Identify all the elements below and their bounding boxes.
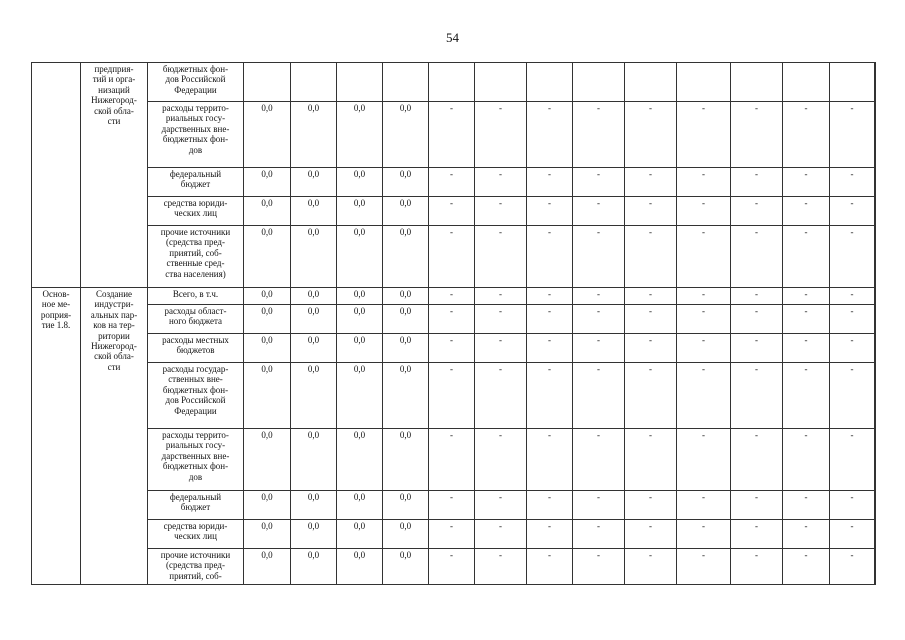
- value-cell: 0,0: [337, 363, 383, 429]
- value-cell: -: [527, 429, 573, 491]
- value-cell: -: [677, 226, 731, 288]
- value-cell: -: [830, 491, 875, 520]
- value-cell: -: [783, 429, 830, 491]
- table-row: [32, 334, 876, 363]
- value-cell: [875, 491, 876, 520]
- page-number: 54: [446, 30, 459, 45]
- value-cell: -: [783, 168, 830, 197]
- value-cell: -: [573, 102, 625, 168]
- funding-source-cell: прочие источники (средства пред- приятий, соб- ственные сред- ства населения): [148, 226, 244, 288]
- value-cell: [677, 63, 731, 102]
- value-cell: -: [527, 226, 573, 288]
- value-cell: 0,0: [383, 334, 429, 363]
- value-cell: -: [429, 305, 475, 334]
- value-cell: -: [731, 520, 783, 549]
- value-cell: 0,0: [337, 334, 383, 363]
- value-cell: -: [429, 429, 475, 491]
- value-cell: -: [475, 226, 527, 288]
- funding-source-cell: расходы государ- ственных вне- бюджетных фон- дов Российской Федерации: [148, 363, 244, 429]
- value-cell: 0,0: [383, 520, 429, 549]
- funding-source-cell: прочие источники (средства пред- приятий, соб-: [148, 549, 244, 585]
- value-cell: [731, 63, 783, 102]
- value-cell: -: [830, 305, 875, 334]
- funding-source-cell: расходы местных бюджетов: [148, 334, 244, 363]
- value-cell: 0,0: [337, 168, 383, 197]
- measure-name-cell: предприя- тий и орга- низаций Нижегород- ской обла- сти: [81, 63, 148, 288]
- value-cell: 0,0: [291, 226, 337, 288]
- value-cell: [875, 305, 876, 334]
- value-cell: -: [830, 226, 875, 288]
- value-cell: -: [429, 226, 475, 288]
- value-cell: -: [573, 363, 625, 429]
- value-cell: [475, 63, 527, 102]
- value-cell: 0,0: [337, 288, 383, 305]
- value-cell: 0,0: [291, 102, 337, 168]
- value-cell: -: [677, 520, 731, 549]
- value-cell: -: [783, 288, 830, 305]
- table-row: [32, 549, 876, 585]
- value-cell: 0,0: [383, 102, 429, 168]
- value-cell: 0,0: [291, 168, 337, 197]
- value-cell: 0,0: [244, 168, 291, 197]
- value-cell: -: [573, 429, 625, 491]
- value-cell: -: [677, 429, 731, 491]
- measure-cell: Основ- ное ме- роприя- тие 1.8.: [32, 288, 81, 585]
- value-cell: 0,0: [337, 429, 383, 491]
- value-cell: 0,0: [244, 305, 291, 334]
- value-cell: -: [625, 549, 677, 585]
- value-cell: -: [475, 197, 527, 226]
- value-cell: -: [573, 549, 625, 585]
- value-cell: -: [429, 549, 475, 585]
- table-row: [32, 102, 876, 168]
- value-cell: -: [527, 549, 573, 585]
- value-cell: -: [625, 429, 677, 491]
- value-cell: -: [783, 305, 830, 334]
- value-cell: 0,0: [337, 226, 383, 288]
- table-row: [32, 520, 876, 549]
- funding-source-cell: бюджетных фон- дов Российской Федерации: [148, 63, 244, 102]
- financing-table: [31, 62, 876, 585]
- value-cell: -: [731, 491, 783, 520]
- value-cell: 0,0: [291, 491, 337, 520]
- value-cell: -: [677, 491, 731, 520]
- value-cell: 0,0: [244, 334, 291, 363]
- value-cell: 0,0: [244, 363, 291, 429]
- funding-source-cell: федеральный бюджет: [148, 491, 244, 520]
- value-cell: -: [731, 429, 783, 491]
- value-cell: -: [830, 102, 875, 168]
- value-cell: -: [475, 168, 527, 197]
- value-cell: 0,0: [244, 491, 291, 520]
- value-cell: -: [783, 549, 830, 585]
- value-cell: 0,0: [337, 102, 383, 168]
- table-row: [32, 63, 876, 102]
- value-cell: [875, 334, 876, 363]
- value-cell: 0,0: [244, 549, 291, 585]
- value-cell: -: [475, 102, 527, 168]
- value-cell: 0,0: [244, 226, 291, 288]
- value-cell: -: [783, 520, 830, 549]
- value-cell: -: [830, 334, 875, 363]
- value-cell: -: [573, 334, 625, 363]
- value-cell: 0,0: [383, 305, 429, 334]
- value-cell: -: [475, 288, 527, 305]
- value-cell: -: [731, 226, 783, 288]
- value-cell: [830, 63, 875, 102]
- value-cell: 0,0: [383, 363, 429, 429]
- value-cell: -: [677, 549, 731, 585]
- value-cell: 0,0: [337, 305, 383, 334]
- value-cell: [875, 63, 876, 102]
- value-cell: -: [475, 363, 527, 429]
- funding-source-cell: расходы област- ного бюджета: [148, 305, 244, 334]
- funding-source-cell: средства юриди- ческих лиц: [148, 197, 244, 226]
- value-cell: 0,0: [337, 197, 383, 226]
- value-cell: 0,0: [383, 549, 429, 585]
- table-row: [32, 168, 876, 197]
- table-row: [32, 363, 876, 429]
- value-cell: -: [677, 168, 731, 197]
- funding-source-cell: расходы террито- риальных госу- дарственных вне- бюджетных фон- дов: [148, 429, 244, 491]
- value-cell: -: [429, 334, 475, 363]
- value-cell: -: [573, 305, 625, 334]
- value-cell: -: [625, 491, 677, 520]
- value-cell: -: [830, 363, 875, 429]
- value-cell: -: [527, 288, 573, 305]
- value-cell: [875, 363, 876, 429]
- value-cell: -: [429, 520, 475, 549]
- value-cell: -: [677, 288, 731, 305]
- funding-source-cell: федеральный бюджет: [148, 168, 244, 197]
- value-cell: 0,0: [337, 549, 383, 585]
- value-cell: -: [573, 226, 625, 288]
- value-cell: -: [573, 491, 625, 520]
- table-row: [32, 288, 876, 305]
- value-cell: [875, 168, 876, 197]
- value-cell: [875, 102, 876, 168]
- value-cell: [875, 226, 876, 288]
- value-cell: 0,0: [244, 520, 291, 549]
- value-cell: 0,0: [291, 363, 337, 429]
- value-cell: 0,0: [291, 288, 337, 305]
- value-cell: -: [625, 102, 677, 168]
- value-cell: -: [677, 197, 731, 226]
- measure-cell: [32, 63, 81, 288]
- value-cell: [875, 288, 876, 305]
- value-cell: -: [783, 334, 830, 363]
- value-cell: -: [625, 226, 677, 288]
- value-cell: [527, 63, 573, 102]
- value-cell: -: [830, 168, 875, 197]
- value-cell: 0,0: [291, 334, 337, 363]
- value-cell: -: [475, 429, 527, 491]
- value-cell: -: [429, 197, 475, 226]
- value-cell: -: [527, 491, 573, 520]
- value-cell: -: [731, 288, 783, 305]
- value-cell: -: [429, 491, 475, 520]
- value-cell: [625, 63, 677, 102]
- value-cell: -: [677, 363, 731, 429]
- value-cell: -: [527, 168, 573, 197]
- value-cell: -: [429, 102, 475, 168]
- value-cell: -: [527, 363, 573, 429]
- measure-name-cell: Создание индустри- альных пар- ков на тер- ритории Нижегород- ской обла- сти: [81, 288, 148, 585]
- value-cell: -: [625, 288, 677, 305]
- value-cell: 0,0: [383, 491, 429, 520]
- value-cell: -: [625, 520, 677, 549]
- value-cell: [573, 63, 625, 102]
- value-cell: -: [573, 288, 625, 305]
- value-cell: -: [783, 491, 830, 520]
- value-cell: -: [475, 334, 527, 363]
- value-cell: [783, 63, 830, 102]
- value-cell: -: [731, 197, 783, 226]
- value-cell: [875, 197, 876, 226]
- value-cell: -: [830, 429, 875, 491]
- value-cell: -: [830, 197, 875, 226]
- value-cell: [875, 549, 876, 585]
- value-cell: -: [475, 520, 527, 549]
- value-cell: -: [527, 102, 573, 168]
- value-cell: 0,0: [383, 168, 429, 197]
- value-cell: -: [475, 491, 527, 520]
- value-cell: -: [429, 363, 475, 429]
- value-cell: [429, 63, 475, 102]
- value-cell: [383, 63, 429, 102]
- value-cell: 0,0: [244, 429, 291, 491]
- value-cell: -: [731, 334, 783, 363]
- value-cell: -: [573, 168, 625, 197]
- value-cell: 0,0: [383, 288, 429, 305]
- value-cell: -: [731, 168, 783, 197]
- value-cell: -: [731, 305, 783, 334]
- value-cell: -: [783, 363, 830, 429]
- value-cell: -: [527, 520, 573, 549]
- value-cell: -: [783, 102, 830, 168]
- value-cell: -: [475, 305, 527, 334]
- value-cell: -: [429, 168, 475, 197]
- table-row: [32, 197, 876, 226]
- value-cell: -: [731, 363, 783, 429]
- table-row: [32, 305, 876, 334]
- value-cell: 0,0: [291, 549, 337, 585]
- value-cell: -: [677, 334, 731, 363]
- value-cell: -: [731, 102, 783, 168]
- value-cell: 0,0: [337, 520, 383, 549]
- value-cell: -: [573, 197, 625, 226]
- value-cell: -: [625, 363, 677, 429]
- value-cell: 0,0: [244, 288, 291, 305]
- value-cell: -: [429, 288, 475, 305]
- value-cell: [337, 63, 383, 102]
- value-cell: -: [677, 102, 731, 168]
- value-cell: -: [625, 334, 677, 363]
- value-cell: -: [677, 305, 731, 334]
- value-cell: 0,0: [383, 197, 429, 226]
- funding-source-cell: Всего, в т.ч.: [148, 288, 244, 305]
- value-cell: -: [830, 288, 875, 305]
- value-cell: -: [475, 549, 527, 585]
- value-cell: [244, 63, 291, 102]
- funding-source-cell: средства юриди- ческих лиц: [148, 520, 244, 549]
- value-cell: 0,0: [291, 520, 337, 549]
- value-cell: [875, 429, 876, 491]
- value-cell: -: [527, 305, 573, 334]
- table-row: [32, 429, 876, 491]
- value-cell: -: [625, 168, 677, 197]
- value-cell: 0,0: [244, 102, 291, 168]
- value-cell: -: [625, 197, 677, 226]
- value-cell: -: [573, 520, 625, 549]
- value-cell: 0,0: [383, 226, 429, 288]
- value-cell: -: [830, 520, 875, 549]
- value-cell: 0,0: [383, 429, 429, 491]
- value-cell: -: [783, 197, 830, 226]
- table-row: [32, 226, 876, 288]
- value-cell: 0,0: [291, 197, 337, 226]
- value-cell: -: [527, 197, 573, 226]
- value-cell: -: [527, 334, 573, 363]
- value-cell: 0,0: [337, 491, 383, 520]
- funding-source-cell: расходы террито- риальных госу- дарственных вне- бюджетных фон- дов: [148, 102, 244, 168]
- value-cell: -: [783, 226, 830, 288]
- value-cell: [875, 520, 876, 549]
- value-cell: -: [731, 549, 783, 585]
- value-cell: 0,0: [244, 197, 291, 226]
- value-cell: -: [625, 305, 677, 334]
- value-cell: -: [830, 549, 875, 585]
- value-cell: 0,0: [291, 429, 337, 491]
- table-row: [32, 491, 876, 520]
- value-cell: 0,0: [291, 305, 337, 334]
- value-cell: [291, 63, 337, 102]
